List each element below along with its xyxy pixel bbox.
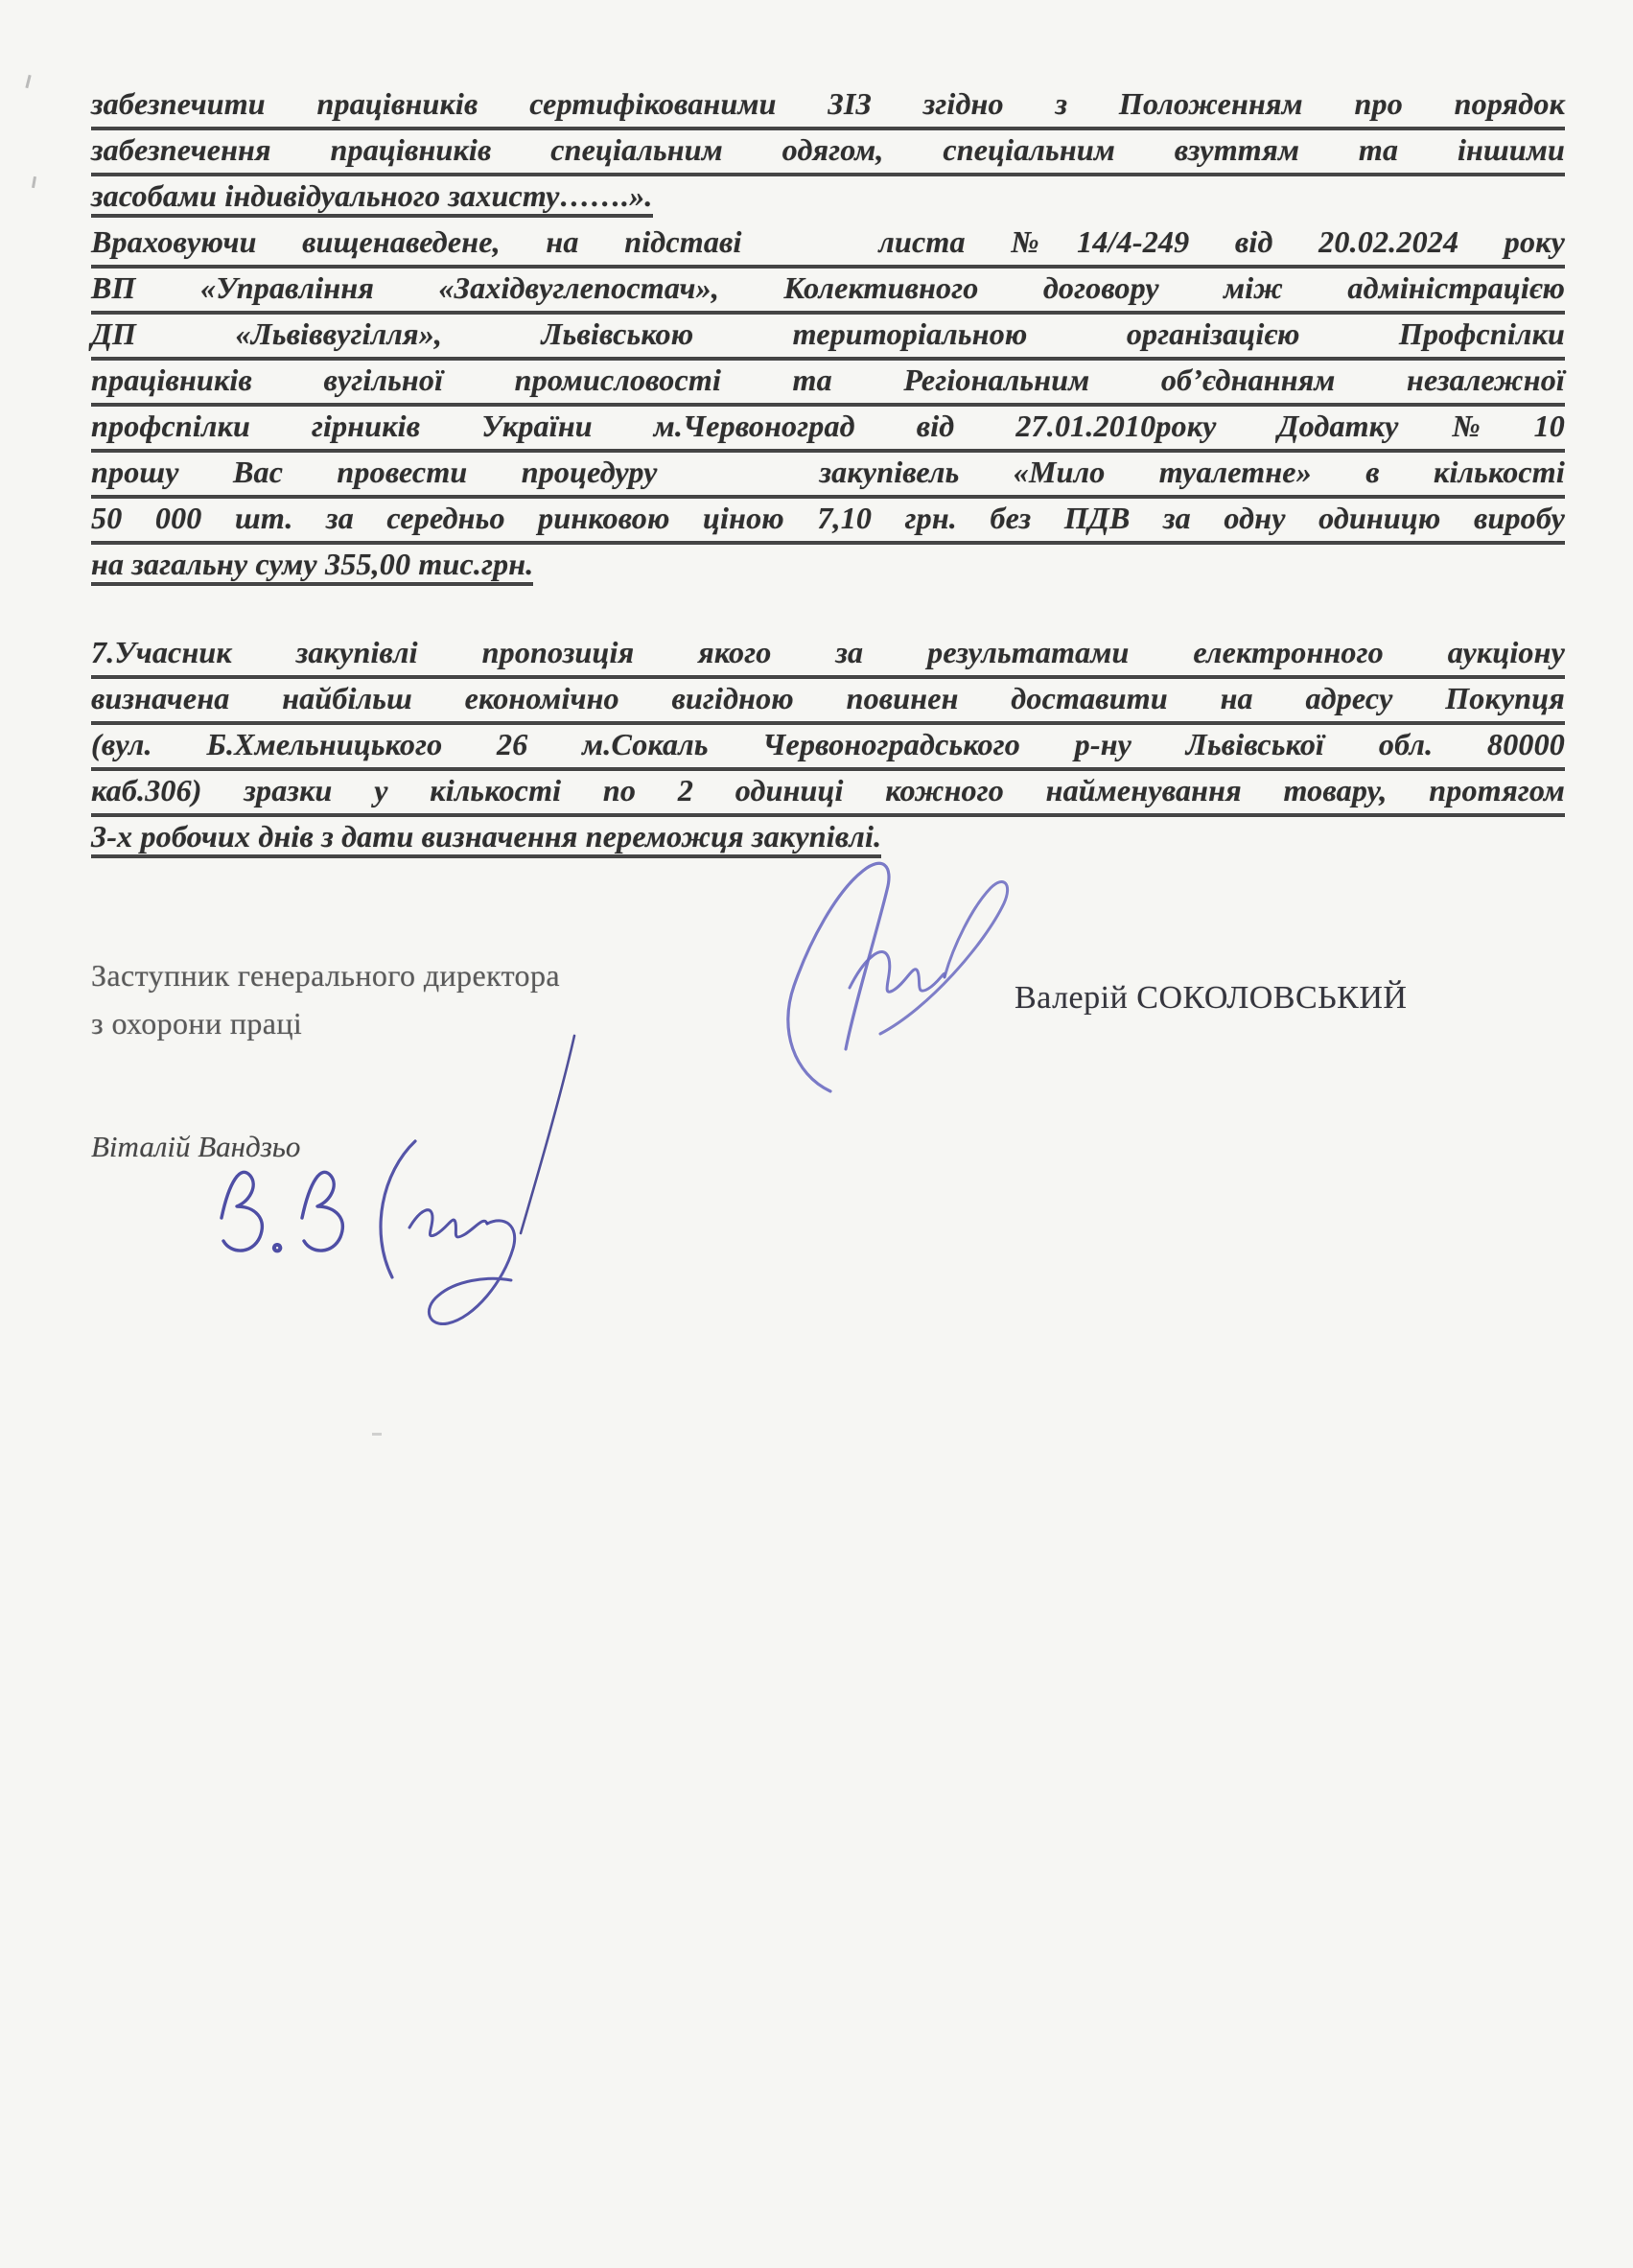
document-line: (вул. Б.Хмельницького 26 м.Сокаль Червоноградського р-ну Львівської обл. 80000: [91, 725, 1565, 771]
scan-artifact: [372, 1433, 382, 1436]
document-line: каб.306) зразки у кількості по 2 одиниці кожного найменування товару, протягом: [91, 771, 1565, 817]
paragraph-item-7-delivery-terms: [91, 633, 1565, 863]
document-line: забезпечити працівників сертифікованими ЗІЗ згідно з Положенням про порядок: [91, 84, 1565, 130]
document-line: 3-х робочих днів з дати визначення переможця закупівлі.: [91, 817, 1565, 863]
document-line: прошу Вас провести процедуру закупівель «Мило туалетне» в кількості: [91, 453, 1565, 499]
second-signatory-name: Віталій Вандзьо: [91, 1130, 301, 1163]
signatory-name: Валерій СОКОЛОВСЬКИЙ: [1015, 980, 1408, 1016]
document-line: профспілки гірників України м.Червоноград від 27.01.2010року Додатку№10: [91, 407, 1565, 453]
paragraph-ppe-provision: [91, 84, 1565, 222]
signatory-title-line2: з охорони праці: [91, 1006, 303, 1040]
document-line: на загальну суму 355,00 тис.грн.: [91, 545, 1565, 591]
scan-artifact: [32, 176, 36, 188]
document-body: [91, 84, 1565, 863]
document-line: працівників вугільної промисловості та Регіональним об’єднанням незалежної: [91, 361, 1565, 407]
vandzo-signature-icon: [187, 1028, 609, 1344]
sokolovskyi-signature-icon: [738, 844, 1026, 1103]
document-line: Враховуючи вищенаведене, на підставі листа №14/4-249 від 20.02.2024 року: [91, 222, 1565, 269]
document-line: 50 000 шт. за середньо ринковою ціною 7,10 грн. без ПДВ за одну одиницю виробу: [91, 499, 1565, 545]
document-line: ДП «Львіввугілля», Львівською територіальною організацією Профспілки: [91, 315, 1565, 361]
signatory-title-line1: Заступник генерального директора: [91, 958, 560, 993]
document-line: ВП «Управління «Західвуглепостач», Колективного договору між адміністрацією: [91, 269, 1565, 315]
scan-artifact: [25, 75, 31, 88]
paragraph-procurement-request: [91, 222, 1565, 591]
document-line: забезпечення працівників спеціальним одягом, спеціальним взуттям та іншими: [91, 130, 1565, 176]
document-line: 7.Учасник закупівлі пропозиція якого за результатами електронного аукціону: [91, 633, 1565, 679]
document-line: визначена найбільш економічно вигідною повинен доставити на адресу Покупця: [91, 679, 1565, 725]
document-line: засобами індивідуального захисту…….».: [91, 176, 1565, 222]
